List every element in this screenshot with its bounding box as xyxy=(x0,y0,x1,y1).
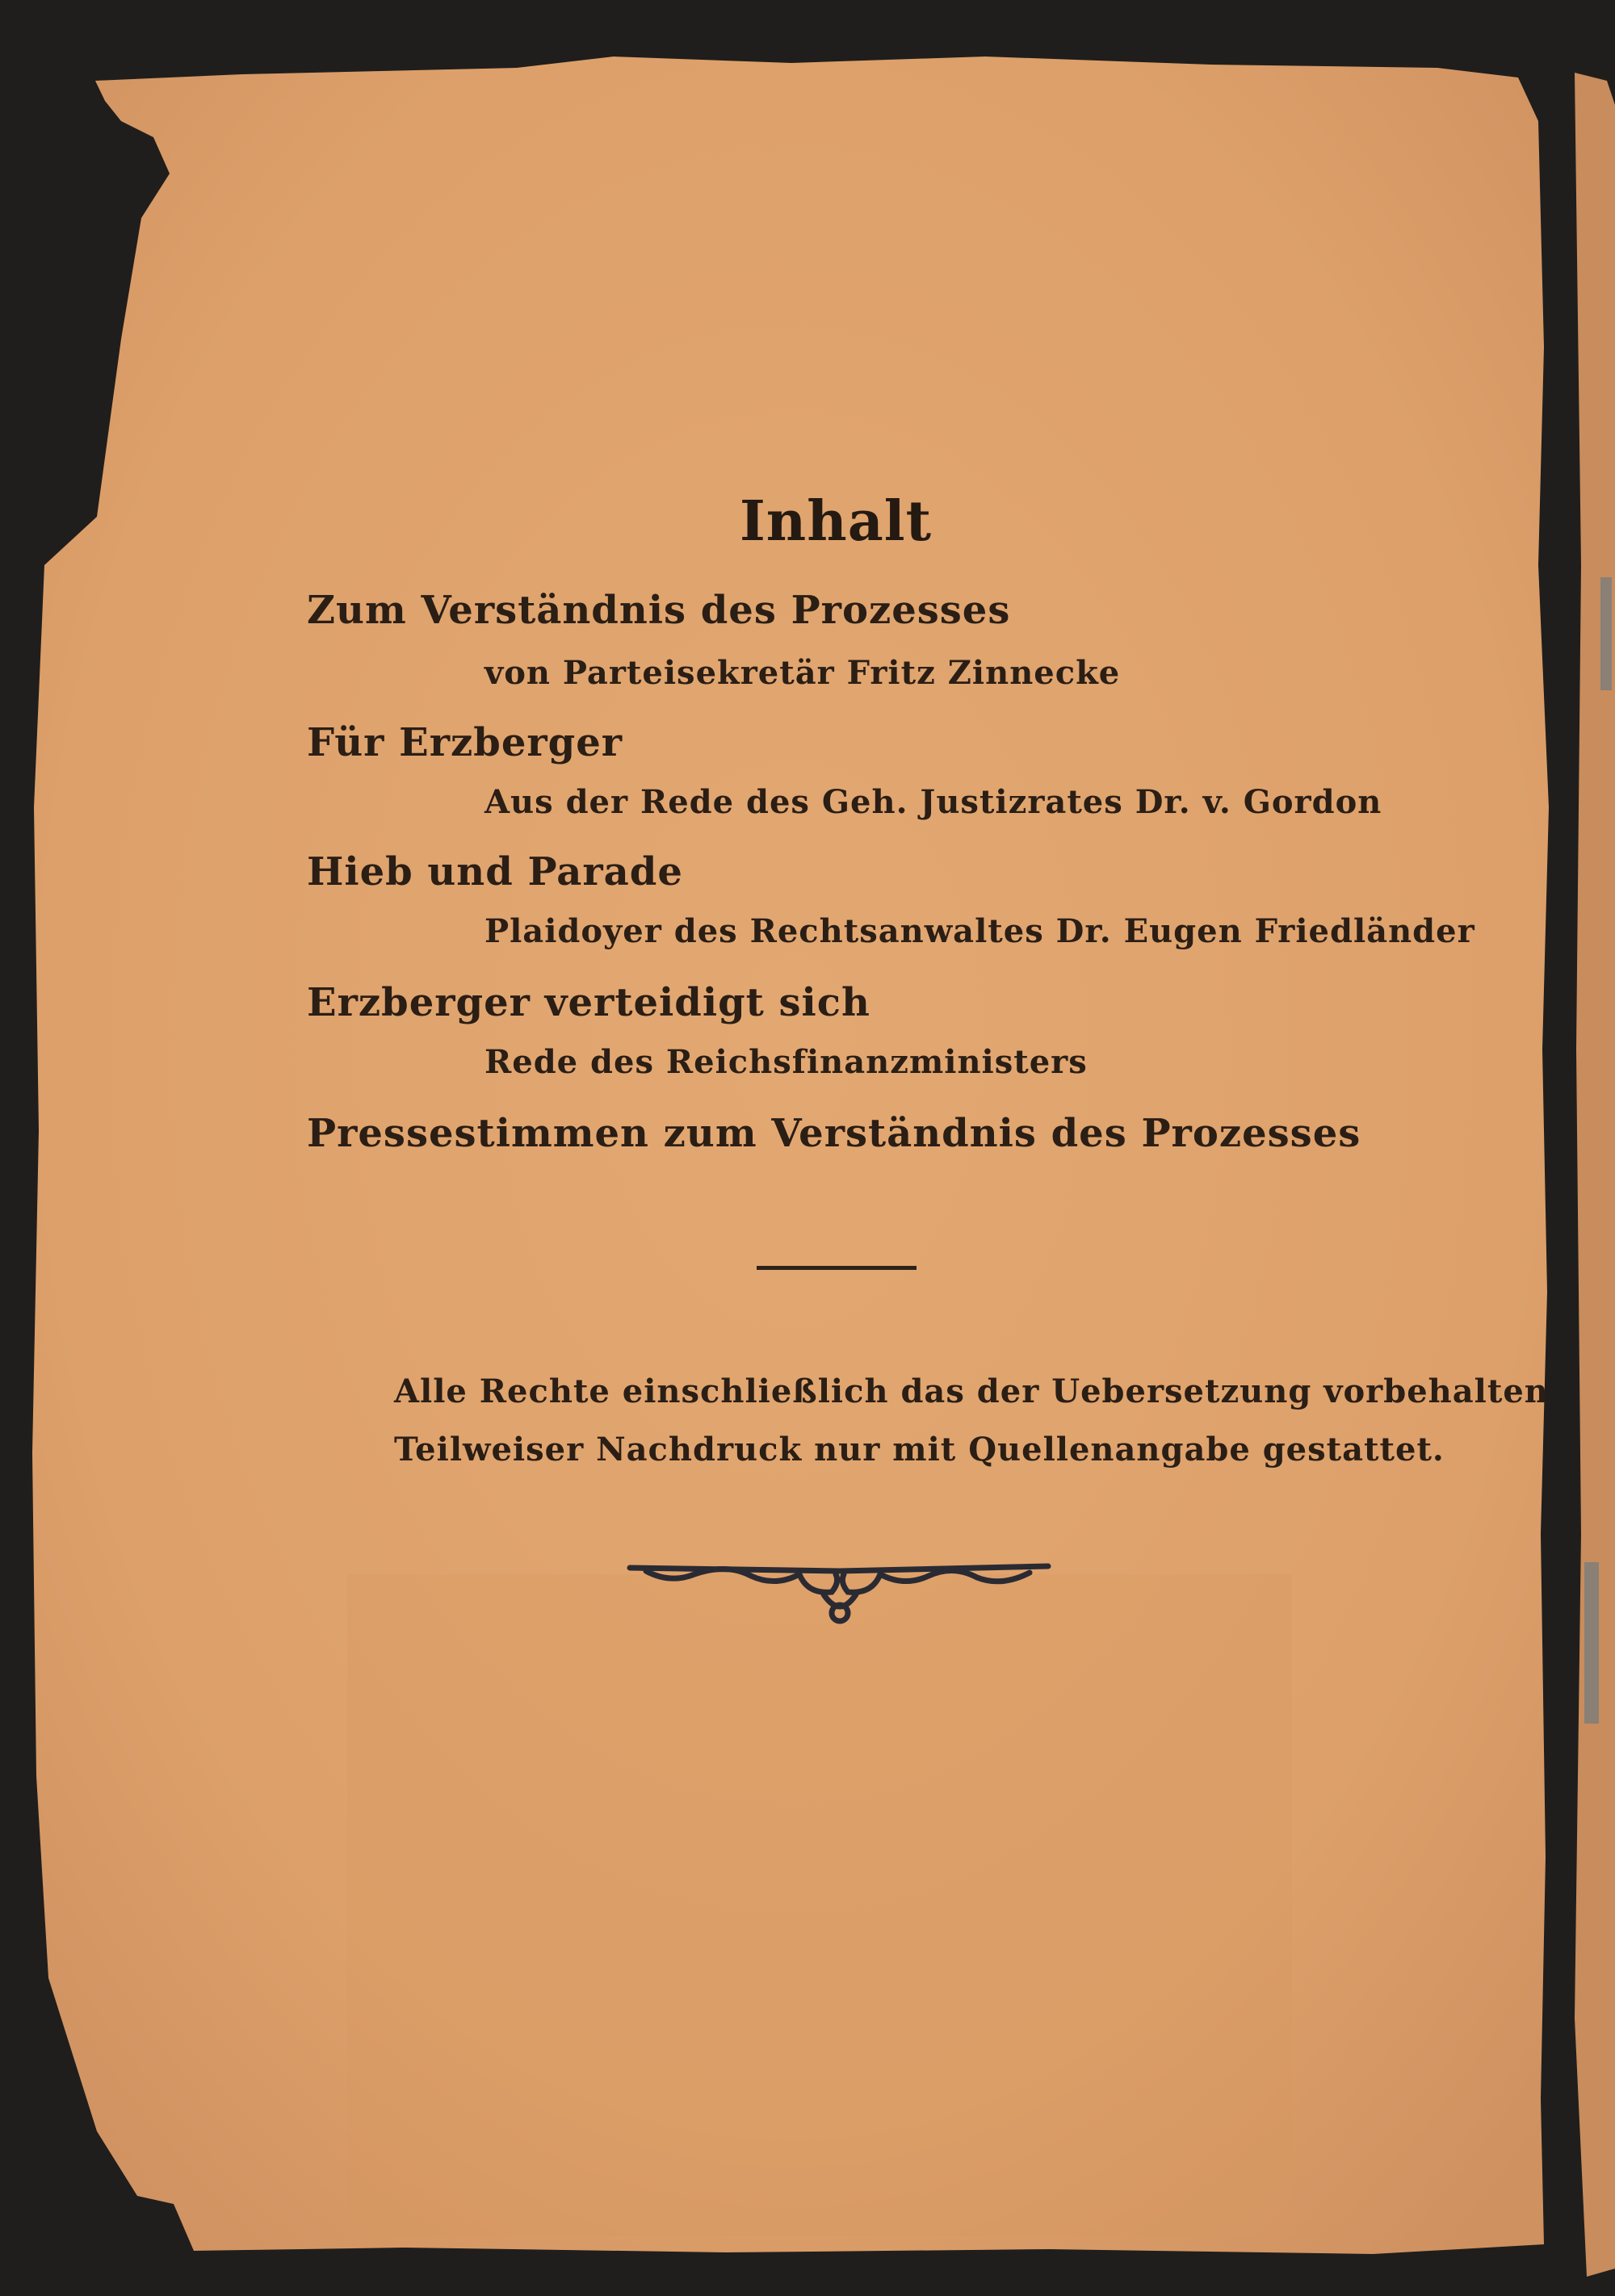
contents-entry-1-title: Zum Verständnis des Prozesses xyxy=(307,588,1011,633)
adjacent-page-edge xyxy=(1575,73,1615,2277)
contents-entry-2-title: Für Erzberger xyxy=(307,720,623,765)
contents-entry-2-subtitle: Aus der Rede des Geh. Justizrates Dr. v. Gordon xyxy=(484,783,1382,821)
contents-entry-4-subtitle: Rede des Reichsfinanzministers xyxy=(484,1043,1088,1081)
contents-entry-1-subtitle: von Parteisekretär Fritz Zinnecke xyxy=(484,654,1121,692)
divider-rule xyxy=(757,1266,917,1270)
contents-entry-5-title: Pressestimmen zum Verständnis des Prozesses xyxy=(307,1111,1361,1156)
binding-clip-bottom xyxy=(1584,1562,1599,1724)
binding-clip-top xyxy=(1600,577,1612,690)
contents-entry-3-title: Hieb und Parade xyxy=(307,849,683,895)
contents-entry-4-title: Erzberger verteidigt sich xyxy=(307,980,870,1025)
faint-stain xyxy=(347,1574,1292,2236)
contents-heading: Inhalt xyxy=(740,489,932,554)
contents-entry-3-subtitle: Plaidoyer des Rechtsanwaltes Dr. Eugen Friedländer xyxy=(484,912,1475,950)
rights-line-1: Alle Rechte einschließlich das der Uebersetzung vorbehalten xyxy=(394,1372,1549,1410)
rights-line-2: Teilweiser Nachdruck nur mit Quellenangabe gestattet. xyxy=(394,1431,1445,1469)
